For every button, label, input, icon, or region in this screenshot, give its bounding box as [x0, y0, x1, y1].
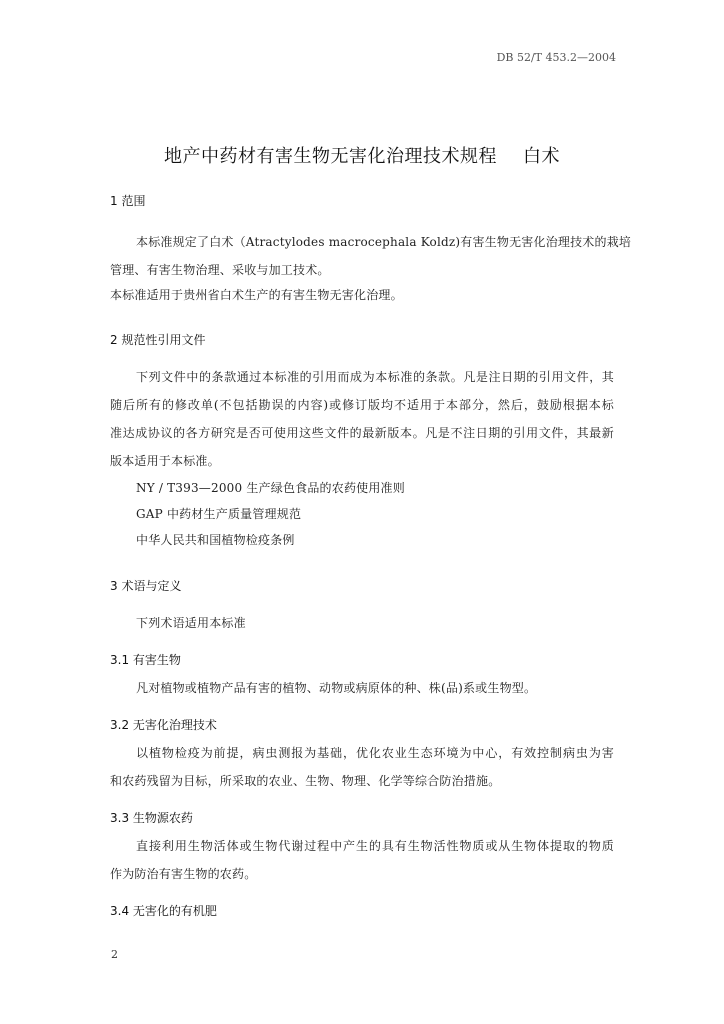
references-line-2: 随后所有的修改单(不包括勘误的内容)或修订版均不适用于本部分，然后，鼓励根据本标: [110, 398, 614, 412]
term-3-2-definition-line-2: 和农药残留为目标，所采取的农业、生物、物理、化学等综合防治措施。: [110, 774, 501, 788]
term-3-2-definition-line-1: 以植物检疫为前提，病虫测报为基础，优化农业生态环境为中心，有效控制病虫为害: [136, 746, 614, 760]
reference-item: GAP 中药材生产质量管理规范: [136, 507, 302, 521]
term-3-2-heading: 3.2 无害化治理技术: [110, 718, 217, 732]
section-1-heading: 1 范围: [110, 194, 146, 208]
title-sub: 白术: [523, 146, 560, 167]
scope-paragraph-line-2: 管理、有害生物治理、采收与加工技术。: [110, 263, 330, 277]
section-2-heading: 2 规范性引用文件: [110, 333, 206, 347]
term-3-1-heading: 3.1 有害生物: [110, 653, 181, 667]
term-3-3-heading: 3.3 生物源农药: [110, 811, 193, 825]
term-3-1-definition: 凡对植物或植物产品有害的植物、动物或病原体的种、株(品)系或生物型。: [136, 681, 537, 695]
scope-applicability: 本标准适用于贵州省白术生产的有害生物无害化治理。: [110, 288, 403, 302]
term-3-3-definition-line-1: 直接利用生物活体或生物代谢过程中产生的具有生物活性物质或从生物体提取的物质: [136, 839, 614, 853]
term-3-3-definition-line-2: 作为防治有害生物的农药。: [110, 867, 257, 881]
page-number: 2: [111, 948, 118, 961]
term-3-4-heading: 3.4 无害化的有机肥: [110, 904, 217, 918]
reference-item: NY / T393—2000 生产绿色食品的农药使用准则: [136, 481, 405, 495]
terms-intro: 下列术语适用本标准: [136, 616, 246, 630]
reference-item: 中华人民共和国植物检疫条例: [136, 533, 295, 547]
standard-code: DB 52/T 453.2—2004: [496, 51, 616, 64]
references-line-1: 下列文件中的条款通过本标准的引用而成为本标准的条款。凡是注日期的引用文件，其: [136, 370, 614, 384]
section-3-heading: 3 术语与定义: [110, 579, 182, 593]
title-main: 地产中药材有害生物无害化治理技术规程: [164, 146, 497, 167]
references-line-4: 版本适用于本标准。: [110, 454, 220, 468]
references-line-3: 准达成协议的各方研究是否可使用这些文件的最新版本。凡是不注日期的引用文件，其最新: [110, 426, 614, 440]
document-title: [0, 142, 724, 168]
scope-paragraph-line-1: 本标准规定了白术（Atractylodes macrocephala Koldz)有害生物无害化治理技术的栽培: [136, 235, 632, 249]
